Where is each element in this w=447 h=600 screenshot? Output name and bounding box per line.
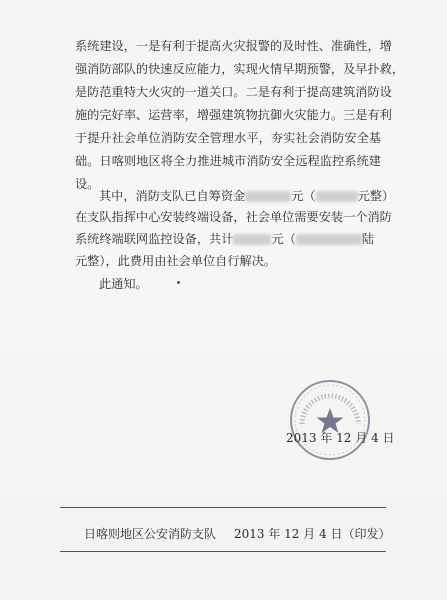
- funding-line: [75, 231, 381, 247]
- paragraph-line: 于提升社会单位消防安全管理水平，夯实社会消防安全基: [75, 131, 381, 145]
- ink-dot: [177, 281, 180, 284]
- paragraph-line: 在支队指挥中心安装终端设备，社会单位需要安装一个消防: [75, 210, 392, 224]
- footer-issue-date: 2013 年 12 月 4 日（印发）: [234, 527, 391, 541]
- paragraph-line: 是防范重特大火灾的一道关口。二是有利于提高建筑消防设: [75, 85, 392, 99]
- paragraph-line: 系统建设，一是有利于提高火灾报警的及时性、准确性，增: [75, 39, 392, 53]
- funding-text: 元（: [271, 232, 296, 246]
- official-seal: [288, 378, 372, 462]
- footer-top-rule: [60, 507, 386, 508]
- star-icon: [317, 408, 344, 433]
- paragraph-line: 强消防部队的快速反应能力，实现火情早期预警，及早扑救，: [75, 62, 405, 76]
- funding-text: 陆: [361, 232, 374, 246]
- paragraph-line: 元整），此费用由社会单位自行解决。: [75, 254, 277, 268]
- paragraph-line: 设。: [75, 177, 100, 191]
- footer-issuer: 日喀则地区公安消防支队: [84, 527, 217, 541]
- paragraph-line: 础。日喀则地区将全力推进城市消防安全远程监控系统建: [75, 154, 381, 168]
- redacted-amount: [233, 234, 271, 245]
- signature-date: 2013 年 12 月 4 日: [286, 431, 395, 445]
- footer-bottom-rule: [60, 551, 386, 552]
- redacted-amount: [296, 234, 362, 245]
- paragraph-line: 施的完好率、运营率，增强建筑物抗御火灾能力。三是有利: [75, 108, 392, 122]
- funding-line: [99, 188, 395, 204]
- redacted-amount: [245, 191, 291, 202]
- redacted-amount: [316, 191, 358, 202]
- closing-text: 此通知。: [99, 277, 148, 291]
- funding-text: 系统终端联网监控设备，共计: [75, 232, 234, 246]
- funding-text: 元整）: [357, 189, 395, 203]
- funding-text: 元（: [291, 189, 316, 203]
- funding-text: 其中，消防支队已自筹资金: [99, 189, 246, 203]
